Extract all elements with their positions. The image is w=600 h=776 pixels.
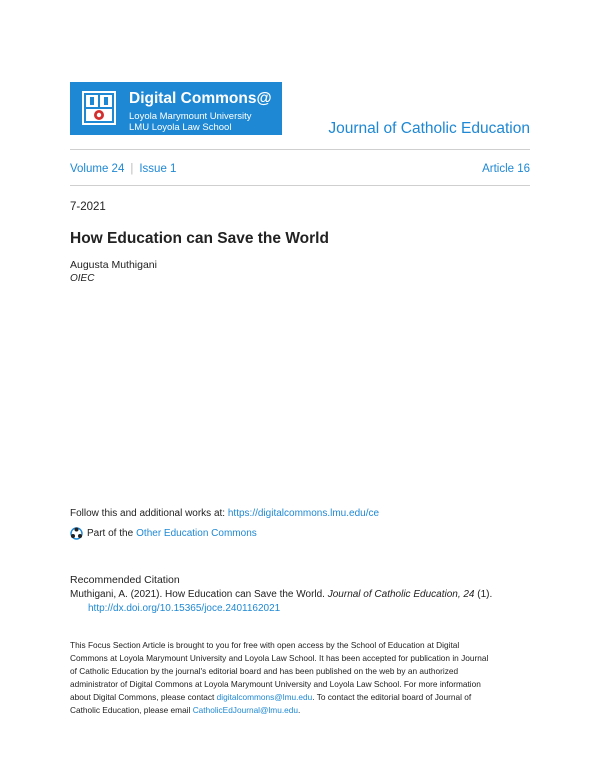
logo-title: Digital Commons@	[129, 90, 272, 107]
citation-text-after: (1).	[474, 589, 493, 600]
notice-text: .	[297, 705, 301, 715]
follow-line	[70, 508, 379, 519]
notice-line: of Catholic Education by the journal's editorial board and has been published on the web by an authorized	[70, 666, 459, 676]
part-of-line	[70, 527, 257, 540]
volume-link[interactable]: Volume 24	[70, 163, 125, 175]
recommended-citation-heading: Recommended Citation	[70, 574, 180, 586]
volume-issue-breadcrumb	[70, 163, 176, 175]
digital-commons-logo[interactable]	[70, 82, 282, 135]
notice-text: . To contact the editorial board of Journal of	[312, 692, 472, 702]
issue-divider	[70, 185, 530, 186]
citation-doi-link[interactable]: http://dx.doi.org/10.15365/joce.2401162021	[88, 603, 281, 614]
notice-text: Catholic Education, please email	[70, 705, 193, 715]
notice-line: administrator of Digital Commons at Loyola Marymount University and Loyola Law School. For more information	[70, 679, 481, 689]
citation-text	[70, 589, 492, 600]
follow-prefix: Follow this and additional works at:	[70, 508, 228, 519]
notice-line	[70, 704, 540, 717]
citation-journal: Journal of Catholic Education, 24	[327, 589, 475, 600]
digitalcommons-email-link[interactable]: digitalcommons@lmu.edu	[216, 692, 313, 702]
logo-subtitle-law-school: LMU Loyola Law School	[129, 122, 232, 133]
network-icon	[70, 527, 83, 540]
journal-title[interactable]: Journal of Catholic Education	[328, 120, 530, 137]
lmu-crest-icon	[82, 91, 116, 125]
article-number-link[interactable]: Article 16	[482, 163, 530, 175]
issue-link[interactable]: Issue 1	[139, 163, 177, 175]
author-name: Augusta Muthigani	[70, 259, 157, 271]
notice-line: Commons at Loyola Marymount University and Loyola Law School. It has been accepted for publication in Journal	[70, 653, 489, 663]
part-of-prefix: Part of the	[87, 528, 134, 539]
notice-text: about Digital Commons, please contact	[70, 692, 217, 702]
notice-line: This Focus Section Article is brought to you for free with open access by the School of Education at Digital	[70, 640, 460, 650]
publication-date: 7-2021	[70, 201, 106, 213]
follow-url-link[interactable]: https://digitalcommons.lmu.edu/ce	[227, 508, 380, 519]
access-notice	[70, 639, 540, 717]
citation-text-before: Muthigani, A. (2021). How Education can Save the World.	[70, 589, 328, 600]
article-title: How Education can Save the World	[70, 230, 329, 247]
author-affiliation: OIEC	[70, 273, 95, 284]
other-education-commons-link[interactable]: Other Education Commons	[136, 528, 257, 539]
header-divider	[70, 149, 530, 150]
editorial-email-link[interactable]: CatholicEdJournal@lmu.edu	[192, 705, 298, 715]
logo-subtitle-university: Loyola Marymount University	[129, 111, 252, 122]
notice-line	[70, 691, 540, 704]
breadcrumb-separator: |	[130, 163, 134, 175]
